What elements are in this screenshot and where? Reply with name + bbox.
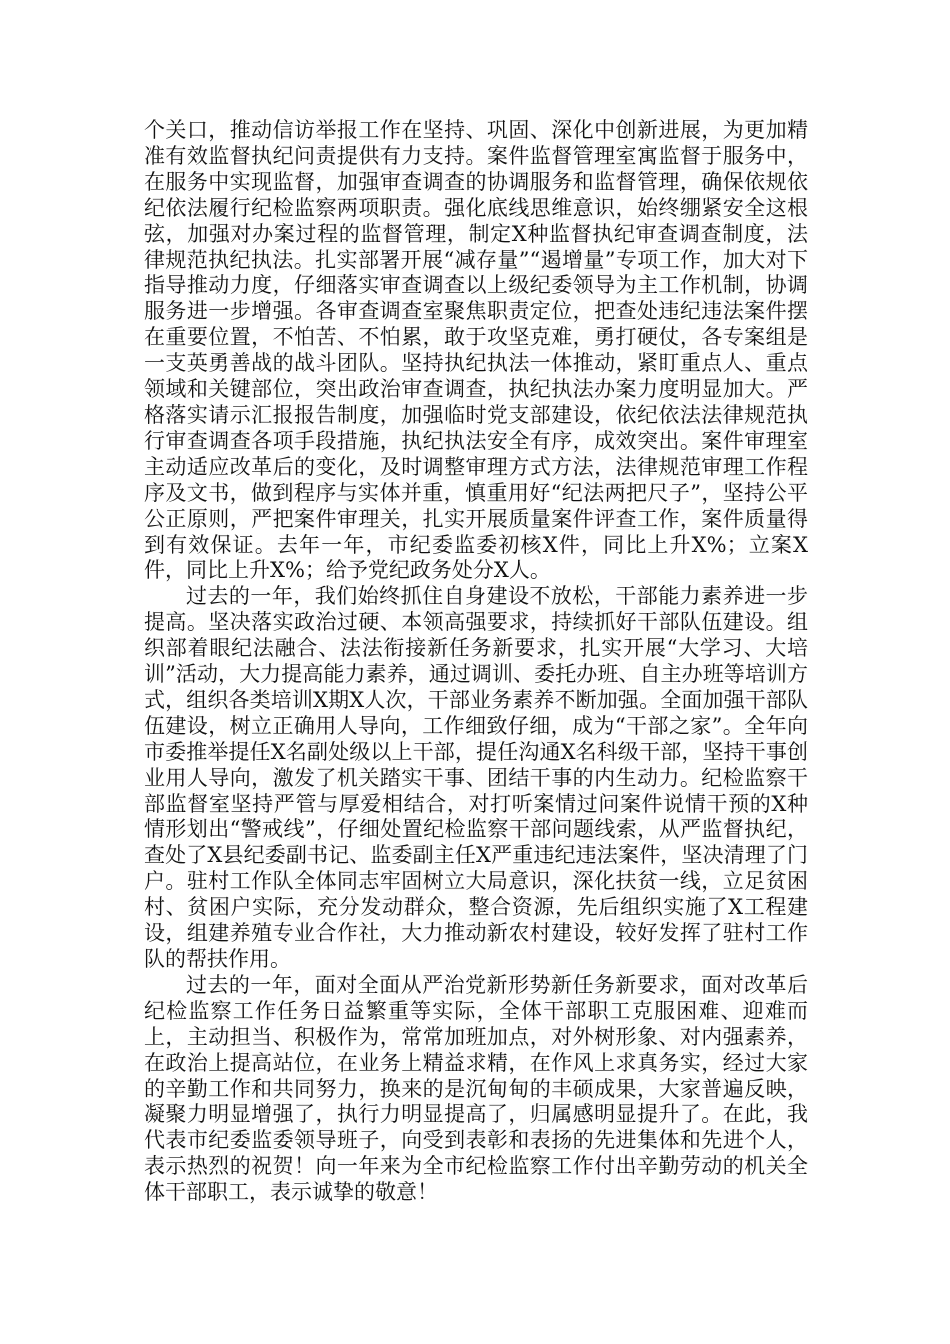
paragraph-self-building: 过去的一年，我们始终抓住自身建设不放松，干部能力素养进一步提高。坚决落实政治过硬、本领高强要求，持续抓好干部队伍建设。组织部着眼纪法融合、法法衔接新任务新要求，扎实开展“大学习、大培训”活动，大力提高能力素养，通过调训、委托办班、自主办班等培训方式，组织各类培训X期X人次，干部业务素养不断加强。全面加强干部队伍建设，树立正确用人导向，工作细致仔细，成为“干部之家”。全年向市委推举提任X名副处级以上干部，提任沟通X名科级干部，坚持干事创业用人导向，激发了机关踏实干事、团结干事的内生动力。纪检监察干部监督室坚持严管与厚爱相结合，对打听案情过问案件说情干预的X种情形划出“警戒线”，仔细处置纪检监察干部问题线索，从严监督执纪，查处了X县纪委副书记、监委副主任X严重违纪违法案件，坚决清理了门户。驻村工作队全体同志牢固树立大局意识，深化扶贫一线，立足贫困村、贫困户实际，充分发动群众，整合资源，先后组织实施了X工程建设，组建养殖专业合作社，大力推动新农村建设，较好发挥了驻村工作队的帮扶作用。 (144, 584, 808, 971)
paragraph-acknowledgement: 过去的一年，面对全面从严治党新形势新任务新要求，面对改革后纪检监察工作任务日益繁重等实际，全体干部职工克服困难、迎难而上，主动担当、积极作为，常常加班加点，对外树形象、对内强素养，在政治上提高站位，在业务上精益求精，在作风上求真务实，经过大家的辛勤工作和共同努力，换来的是沉甸甸的丰硕成果，大家普遍反映，凝聚力明显增强了，执行力明显提高了，归属感明显提升了。在此，我代表市纪委监委领导班子，向受到表彰和表扬的先进集体和先进个人，表示热烈的祝贺！向一年来为全市纪检监察工作付出辛勤劳动的机关全体干部职工，表示诚挚的敬意！ (144, 972, 808, 1205)
paragraph-case-work: 个关口，推动信访举报工作在坚持、巩固、深化中创新进展，为更加精准有效监督执纪问责提供有力支持。案件监督管理室寓监督于服务中，在服务中实现监督，加强审查调查的协调服务和监督管理，确保依规依纪依法履行纪检监察两项职责。强化底线思维意识，始终绷紧安全这根弦，加强对办案过程的监督管理，制定X种监督执纪审查调查制度，法律规范执纪执法。扎实部署开展“减存量”“遏增量”专项工作，加大对下指导推动力度，仔细落实审查调查以上级纪委领导为主工作机制，协调服务进一步增强。各审查调查室聚焦职责定位，把查处违纪违法案件摆在重要位置，不怕苦、不怕累，敢于攻坚克难，勇打硬仗，各专案组是一支英勇善战的战斗团队。坚持执纪执法一体推动，紧盯重点人、重点领域和关键部位，突出政治审查调查，执纪执法办案力度明显加大。严格落实请示汇报报告制度，加强临时党支部建设，依纪依法法律规范执行审查调查各项手段措施，执纪执法安全有序，成效突出。案件审理室主动适应改革后的变化，及时调整审理方式方法，法律规范审理工作程序及文书，做到程序与实体并重，慎重用好“纪法两把尺子”，坚持公平公正原则，严把案件审理关，扎实开展质量案件评查工作，案件质量得到有效保证。去年一年，市纪委监委初核X件，同比上升X%；立案X件，同比上升X%；给予党纪政务处分X人。 (144, 118, 808, 583)
document-body (144, 118, 808, 1206)
